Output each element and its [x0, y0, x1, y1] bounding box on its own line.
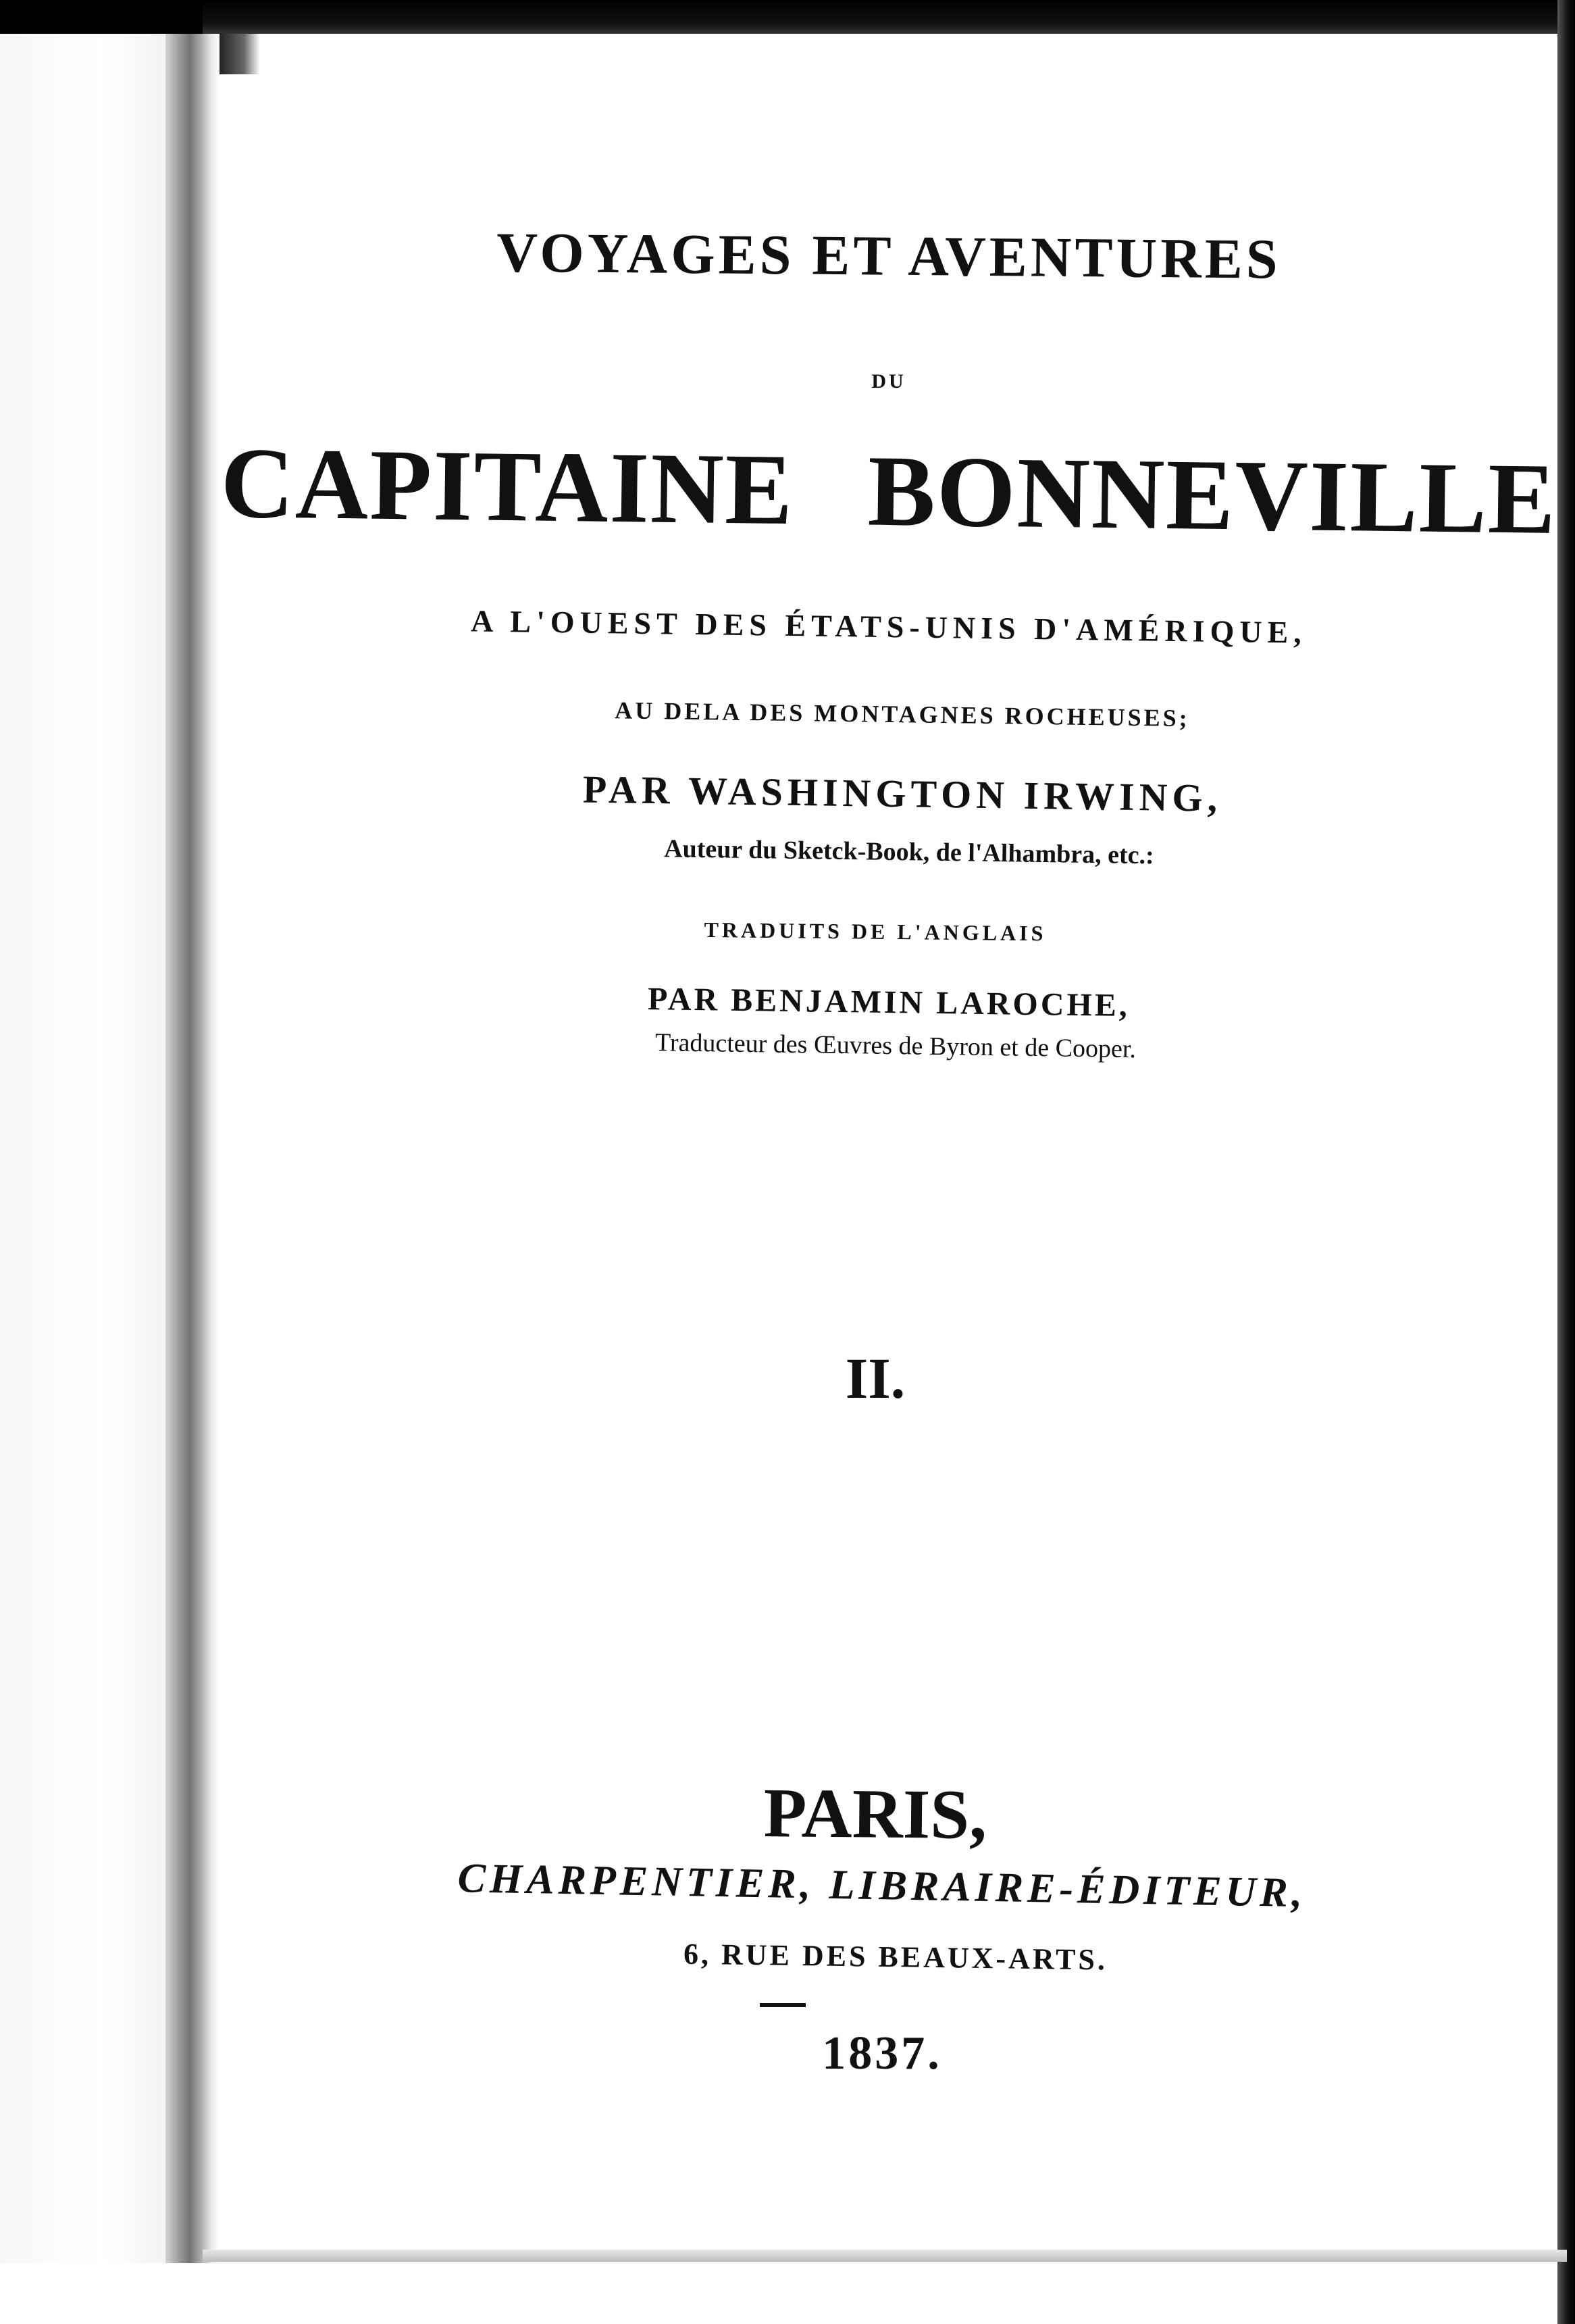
- translation-note: TRADUITS DE L'ANGLAIS: [704, 917, 1047, 946]
- imprint-year: 1837.: [822, 2027, 942, 2079]
- title-top-line: VOYAGES ET AVENTURES: [496, 221, 1281, 291]
- scan-top-left-border: [0, 0, 203, 34]
- gutter-shadow: [220, 34, 260, 74]
- imprint-address: 6, RUE DES BEAUX-ARTS.: [683, 1937, 1108, 1977]
- translator-line: PAR BENJAMIN LAROCHE,: [647, 981, 1131, 1024]
- imprint-publisher: CHARPENTIER, LIBRAIRE-ÉDITEUR,: [457, 1855, 1307, 1917]
- subtitle-line-1: A L'OUEST DES ÉTATS-UNIS D'AMÉRIQUE,: [470, 603, 1308, 650]
- author-line: PAR WASHINGTON IRWING,: [582, 767, 1222, 820]
- scan-top-border: [0, 0, 1575, 34]
- imprint-rule: [760, 2003, 806, 2007]
- author-credits: Auteur du Sketck-Book, de l'Alhambra, etc.:: [663, 834, 1155, 870]
- main-title: CAPITAINE BONNEVILLE: [220, 426, 1558, 555]
- subtitle-line-2: AU DELA DES MONTAGNES ROCHEUSES;: [615, 697, 1190, 732]
- imprint-city: PARIS,: [763, 1774, 987, 1854]
- translator-credits: Traducteur des Œuvres de Byron et de Cooper.: [654, 1028, 1137, 1064]
- title-connector: DU: [871, 370, 906, 393]
- book-gutter: [165, 34, 220, 2263]
- page-bottom-edge: [203, 2250, 1567, 2262]
- volume-number: II.: [845, 1346, 906, 1411]
